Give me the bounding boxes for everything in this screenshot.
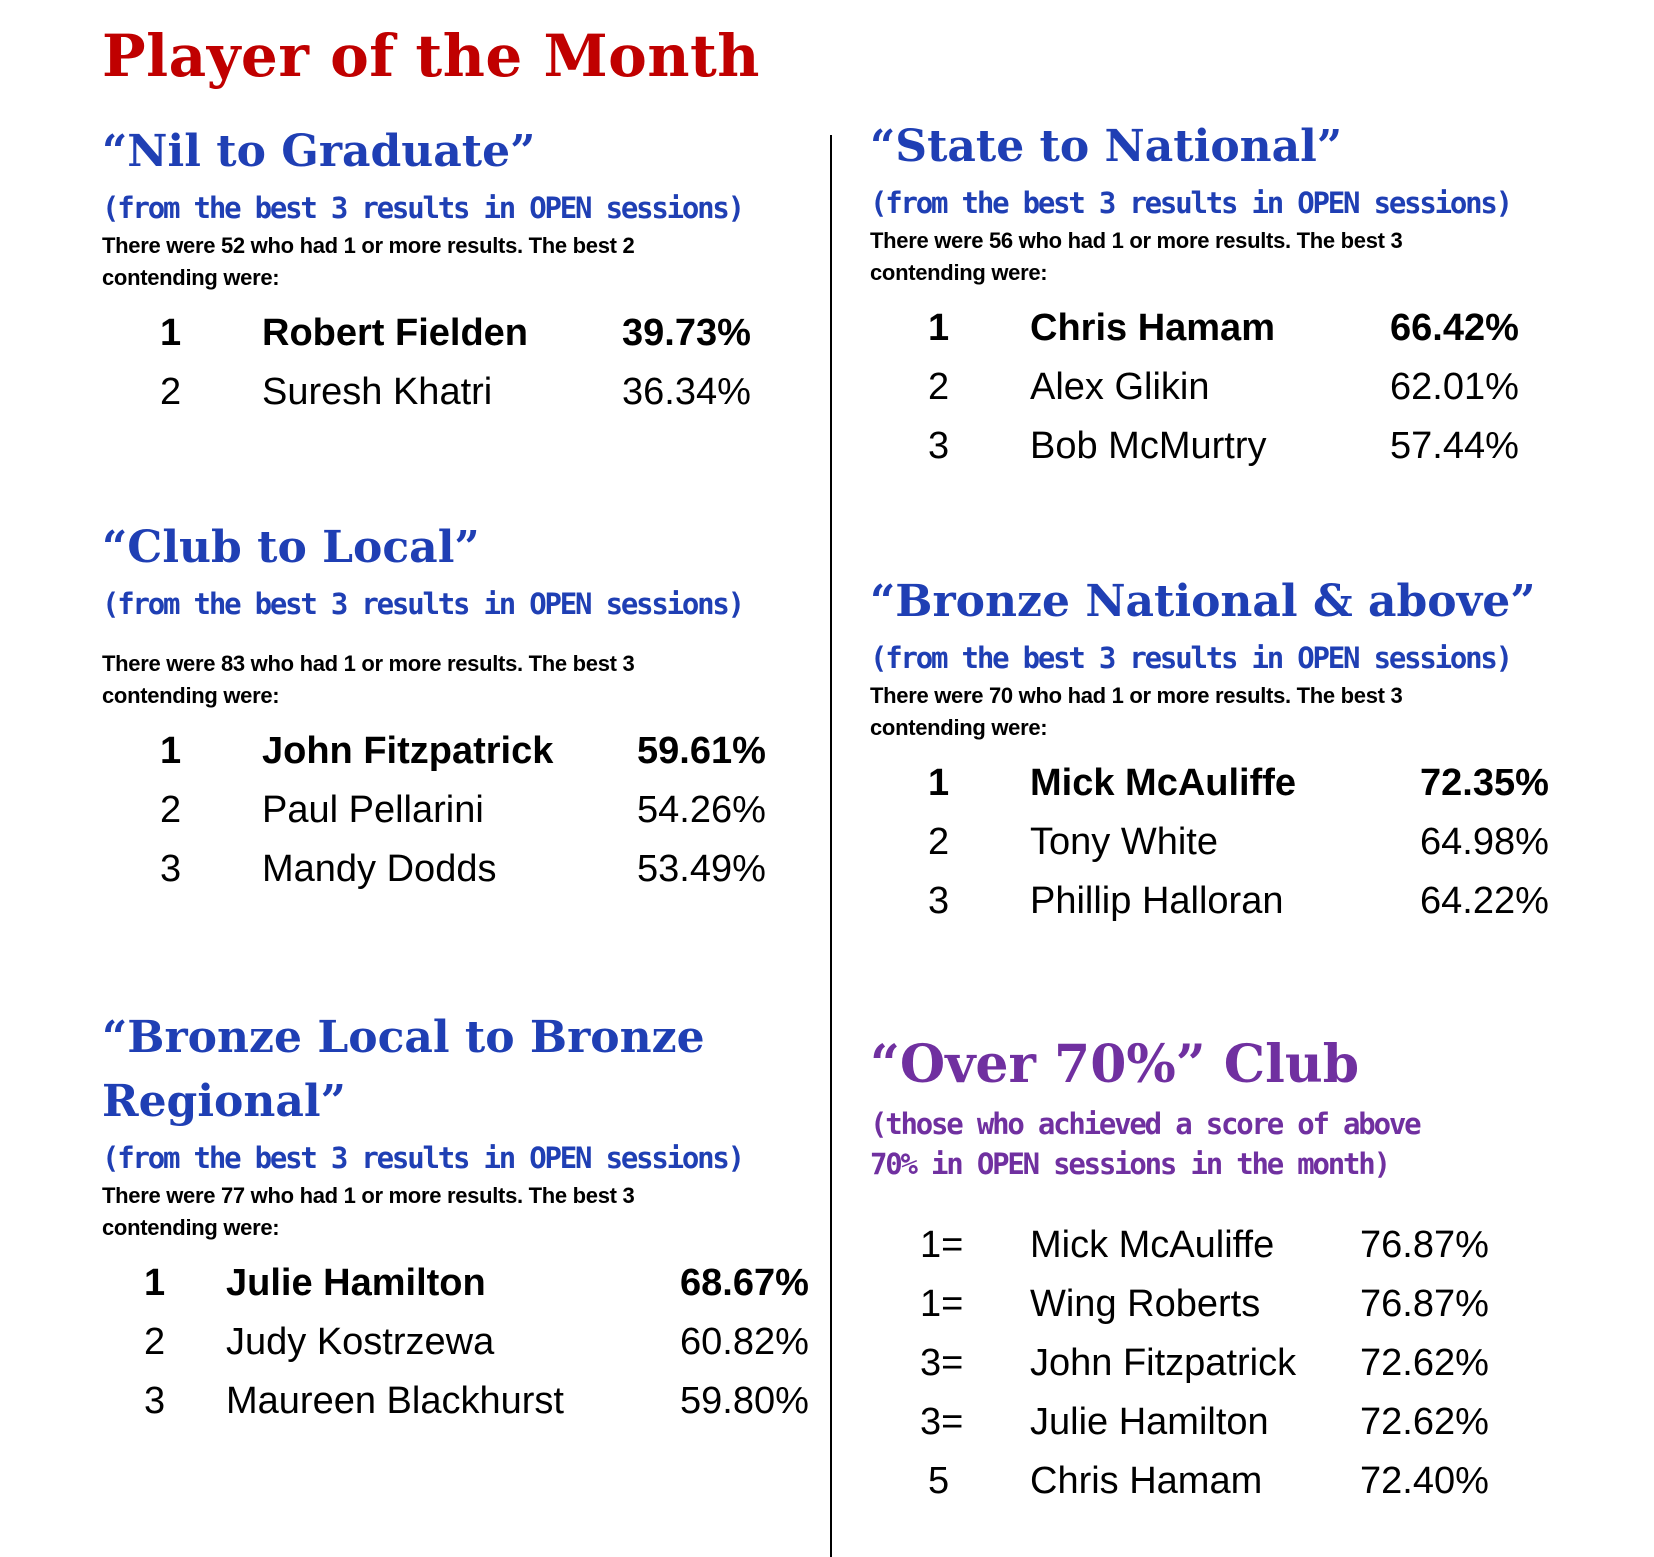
rank-position: 3 [160, 848, 182, 890]
section-state-to-national [870, 115, 1519, 476]
player-name: Tony White [1030, 821, 1218, 863]
rank-position: 1 [160, 730, 182, 772]
player-name: John Fitzpatrick [262, 730, 554, 772]
player-name: Wing Roberts [1030, 1283, 1261, 1325]
rank-position: 1 [928, 762, 950, 804]
player-name: Mick McAuliffe [1030, 762, 1297, 804]
rank-position: 1 [928, 307, 950, 349]
page-title: Player of the Month [102, 22, 760, 90]
section-subtitle: (from the best 3 results in OPEN sessions) [102, 191, 743, 225]
rank-row [870, 417, 1519, 476]
rank-position: 1= [920, 1283, 964, 1325]
section-title: “Club to Local” [102, 522, 480, 573]
player-name: Suresh Khatri [262, 371, 493, 413]
rank-row [102, 722, 766, 781]
section-title: “Over 70%” Club [870, 1034, 1360, 1095]
rank-position: 2 [144, 1321, 166, 1363]
section-title: “Nil to Graduate” [102, 126, 536, 177]
section-bronze-national-and-above [870, 570, 1549, 931]
player-percentage: 76.87% [1360, 1224, 1489, 1266]
rank-position: 2 [928, 821, 950, 863]
player-percentage: 59.80% [680, 1380, 809, 1422]
rank-list [102, 722, 766, 899]
player-percentage: 39.73% [622, 312, 751, 354]
section-nil-to-graduate [102, 120, 751, 422]
rank-row [870, 299, 1519, 358]
player-percentage: 66.42% [1390, 307, 1519, 349]
rank-position: 3 [928, 425, 950, 467]
section-description: There were 56 who had 1 or more results. The best 3 contending were: [870, 228, 1403, 285]
section-title: “State to National” [870, 121, 1343, 172]
section-description: There were 77 who had 1 or more results. The best 3 contending were: [102, 1183, 635, 1240]
section-subtitle: (from the best 3 results in OPEN sessions) [102, 587, 743, 621]
section-description: There were 52 who had 1 or more results. The best 2 contending were: [102, 233, 635, 290]
player-name: Paul Pellarini [262, 789, 484, 831]
player-name: Chris Hamam [1030, 307, 1275, 349]
player-percentage: 72.62% [1360, 1342, 1489, 1384]
player-percentage: 53.49% [637, 848, 766, 890]
rank-row [102, 363, 751, 422]
rank-position: 1= [920, 1224, 964, 1266]
player-percentage: 72.62% [1360, 1401, 1489, 1443]
player-percentage: 76.87% [1360, 1283, 1489, 1325]
player-percentage: 64.22% [1420, 880, 1549, 922]
rank-position: 2 [160, 789, 182, 831]
rank-row [102, 840, 766, 899]
section-title: “Bronze National & above” [870, 576, 1536, 627]
section-subtitle: (from the best 3 results in OPEN sessions) [870, 186, 1511, 220]
section-over-70-club [870, 1030, 1489, 1511]
section-club-to-local [102, 516, 766, 899]
rank-list [870, 754, 1549, 931]
rank-row [870, 1275, 1489, 1334]
rank-position: 1 [144, 1262, 166, 1304]
rank-row [102, 1372, 809, 1431]
player-name: Chris Hamam [1030, 1460, 1263, 1502]
rank-position: 3= [920, 1342, 964, 1384]
rank-row [870, 1216, 1489, 1275]
player-percentage: 72.40% [1360, 1460, 1489, 1502]
rank-list [102, 304, 751, 422]
rank-list [870, 299, 1519, 476]
rank-position: 2 [160, 371, 182, 413]
column-divider [830, 135, 832, 1557]
rank-row [870, 1452, 1489, 1511]
rank-position: 2 [928, 366, 950, 408]
rank-list [102, 1254, 809, 1431]
section-subtitle: (from the best 3 results in OPEN sessions) [870, 641, 1511, 675]
player-name: Mick McAuliffe [1030, 1224, 1275, 1266]
section-bronze-local-to-bronze-regional [102, 1006, 809, 1431]
player-percentage: 59.61% [637, 730, 766, 772]
rank-row [102, 1313, 809, 1372]
rank-row [102, 781, 766, 840]
section-description: There were 70 who had 1 or more results. The best 3 contending were: [870, 683, 1403, 740]
rank-position: 3 [928, 880, 950, 922]
rank-row [102, 304, 751, 363]
rank-row [870, 754, 1549, 813]
rank-position: 3= [920, 1401, 964, 1443]
player-percentage: 62.01% [1390, 366, 1519, 408]
player-percentage: 57.44% [1390, 425, 1519, 467]
rank-row [870, 813, 1549, 872]
player-name: Robert Fielden [262, 312, 529, 354]
section-title: “Bronze Local to Bronze Regional” [102, 1012, 705, 1127]
rank-row [870, 872, 1549, 931]
player-name: Bob McMurtry [1030, 425, 1267, 467]
rank-row [102, 1254, 809, 1313]
section-description: There were 83 who had 1 or more results. The best 3 contending were: [102, 651, 635, 708]
rank-position: 3 [144, 1380, 166, 1422]
player-percentage: 72.35% [1420, 762, 1549, 804]
rank-list [870, 1216, 1489, 1511]
player-name: Julie Hamilton [1030, 1401, 1269, 1443]
section-subtitle: (from the best 3 results in OPEN sessions) [102, 1141, 743, 1175]
player-name: Judy Kostrzewa [226, 1321, 495, 1363]
rank-position: 5 [928, 1460, 950, 1502]
player-percentage: 68.67% [680, 1262, 809, 1304]
rank-row [870, 358, 1519, 417]
player-percentage: 36.34% [622, 371, 751, 413]
section-subtitle: (those who achieved a score of above 70% in OPEN sessions in the month) [870, 1107, 1420, 1181]
player-percentage: 54.26% [637, 789, 766, 831]
rank-position: 1 [160, 312, 182, 354]
player-percentage: 64.98% [1420, 821, 1549, 863]
rank-row [870, 1334, 1489, 1393]
rank-row [870, 1393, 1489, 1452]
player-name: Phillip Halloran [1030, 880, 1284, 922]
player-name: John Fitzpatrick [1030, 1342, 1297, 1384]
player-name: Julie Hamilton [226, 1262, 486, 1304]
player-name: Maureen Blackhurst [226, 1380, 564, 1422]
player-name: Alex Glikin [1030, 366, 1210, 408]
player-percentage: 60.82% [680, 1321, 809, 1363]
player-name: Mandy Dodds [262, 848, 497, 890]
